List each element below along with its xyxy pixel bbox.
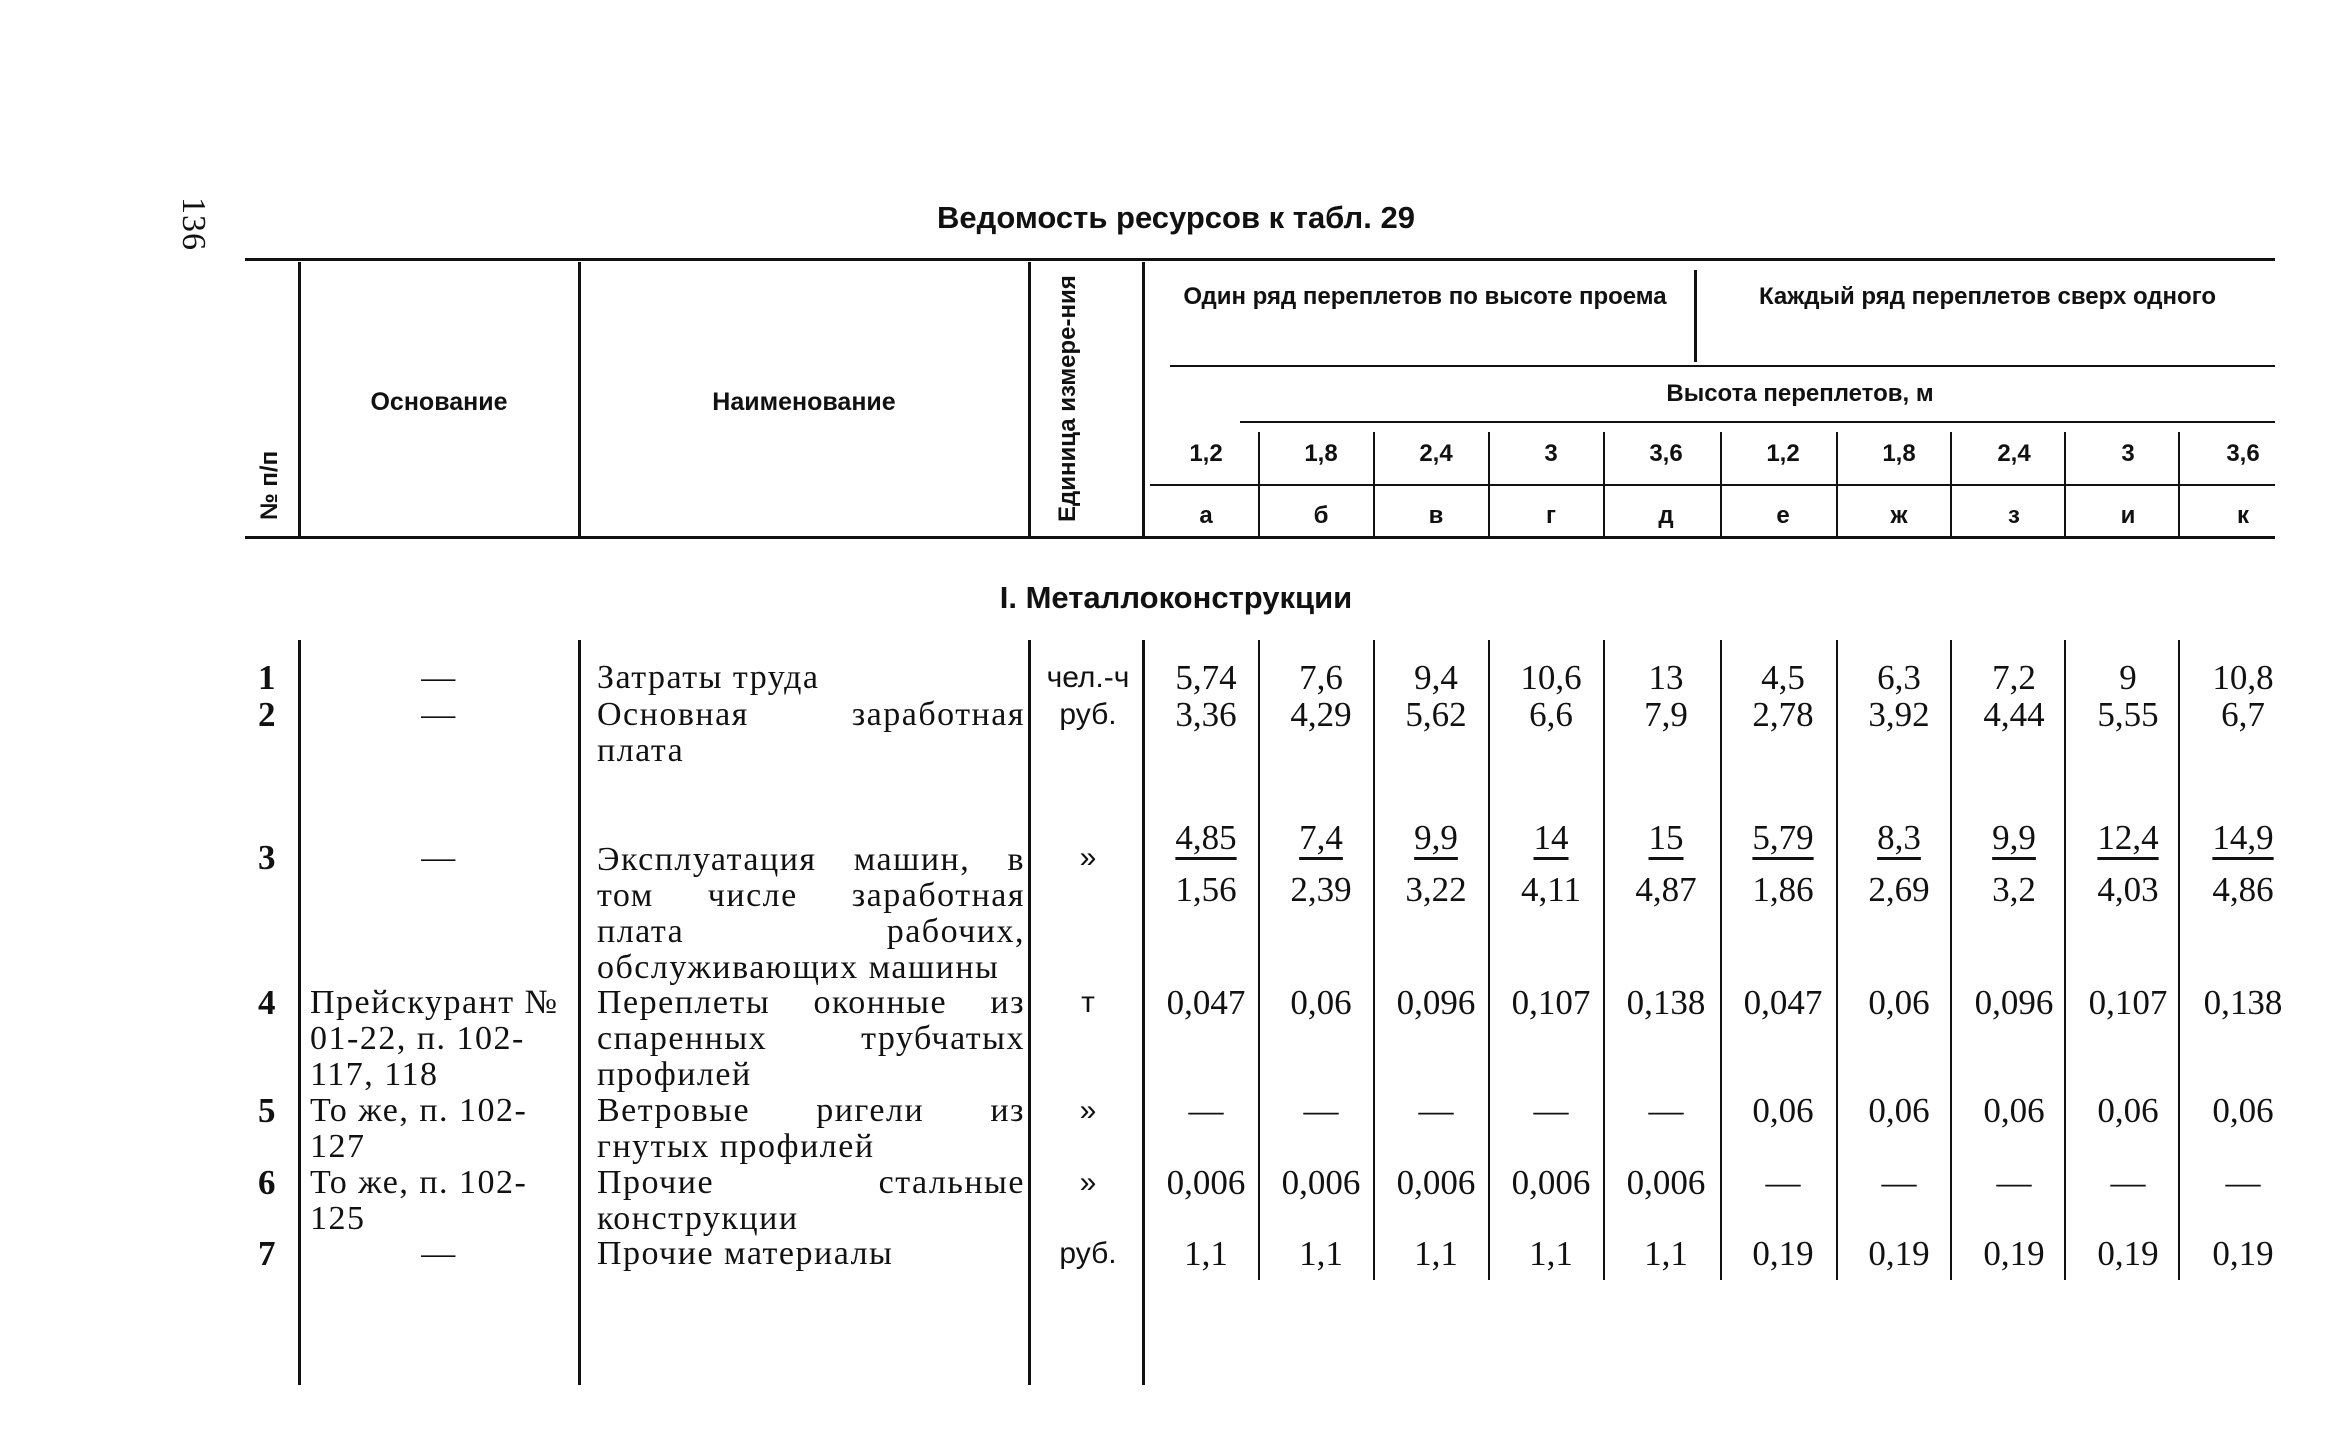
column-letter: е [1776, 502, 1790, 529]
height-label: Высота переплетов, м [1666, 380, 1934, 407]
row-value-top: 7,4 [1299, 818, 1343, 857]
row-value: 0,107 [1511, 983, 1591, 1022]
row-value: 1,1 [1299, 1234, 1343, 1273]
row-value-bottom: 2,69 [1868, 870, 1930, 909]
row-value: 0,006 [1511, 1163, 1591, 1202]
row-name: Ветровые ригели из гнутых профилей [597, 1092, 1025, 1165]
row-unit: руб. [1059, 698, 1117, 731]
row-name: Переплеты оконные из спаренных трубчатых профилей [597, 984, 1025, 1093]
row-number: 7 [258, 1234, 276, 1273]
row-basis: — [421, 659, 457, 696]
row-name: Эксплуатация машин, в том числе заработная плата рабочих, обслуживающих машины [597, 841, 1025, 986]
row-value: 7,2 [1992, 658, 2036, 697]
column-letter: з [2008, 502, 2020, 529]
row-value: 0,006 [1166, 1163, 1246, 1202]
row-value: — [1533, 1091, 1569, 1130]
row-value: 0,19 [1983, 1234, 2045, 1273]
col-unit-header: Единица измере-ния [1054, 275, 1081, 522]
row-value: 1,1 [1184, 1234, 1228, 1273]
row-value: 1,1 [1529, 1234, 1573, 1273]
row-name: Затраты труда [597, 659, 820, 696]
row-value-bottom: 3,2 [1992, 870, 2036, 909]
row-value: 9 [2119, 658, 2137, 697]
row-basis: — [421, 839, 457, 876]
row-value: — [1188, 1091, 1224, 1130]
row-unit: т [1081, 986, 1095, 1019]
table-title: Ведомость ресурсов к табл. 29 [937, 200, 1415, 235]
row-value: 1,1 [1414, 1234, 1458, 1273]
height-value: 3,6 [1649, 440, 1683, 467]
row-value-bottom: 4,03 [2097, 870, 2159, 909]
row-value: — [1996, 1163, 2032, 1202]
row-value: — [1303, 1091, 1339, 1130]
row-value: — [1881, 1163, 1917, 1202]
row-value: — [1765, 1163, 1801, 1202]
column-letter: и [2120, 502, 2136, 529]
row-value: 0,06 [1752, 1091, 1814, 1130]
row-unit: чел.-ч [1046, 661, 1130, 694]
group1-header: Один ряд переплетов по высоте проема [1183, 283, 1667, 310]
group-split-vline [1694, 270, 1697, 362]
row-value: 4,29 [1290, 695, 1352, 734]
header-top-rule [245, 258, 2275, 261]
row-value: 0,006 [1281, 1163, 1361, 1202]
row-value: 2,78 [1752, 695, 1814, 734]
height-value: 3 [2121, 440, 2135, 467]
row-value: 0,138 [1626, 983, 1706, 1022]
row-value: 5,74 [1175, 658, 1237, 697]
column-letter: а [1199, 502, 1213, 529]
page-number: 136 [175, 197, 212, 251]
row-value: 5,62 [1405, 695, 1467, 734]
row-value-top: 9,9 [1992, 818, 2036, 857]
column-letter: ж [1890, 502, 1908, 529]
row-value: 0,006 [1396, 1163, 1476, 1202]
row-value: 13 [1648, 658, 1684, 697]
height-value: 1,8 [1304, 440, 1338, 467]
column-divider [1836, 432, 1838, 536]
row-value-top: 5,79 [1752, 818, 1814, 857]
column-letter: в [1428, 502, 1444, 529]
column-letter: б [1313, 502, 1329, 529]
column-divider [1603, 432, 1605, 536]
row-value: 10,8 [2212, 658, 2274, 697]
height-value: 1,8 [1882, 440, 1916, 467]
row-value: 4,5 [1761, 658, 1805, 697]
row-value: 0,06 [1290, 983, 1352, 1022]
row-value-top: 12,4 [2097, 818, 2159, 857]
row-value: 3,36 [1175, 695, 1237, 734]
row-value-bottom: 3,22 [1405, 870, 1467, 909]
height-divider-rule [1240, 421, 2275, 423]
row-value: 0,047 [1166, 983, 1246, 1022]
row-number: 3 [258, 838, 276, 877]
header-bottom-rule [245, 536, 2275, 539]
row-value: 5,55 [2097, 695, 2159, 734]
row-value: 0,138 [2203, 983, 2283, 1022]
row-number: 1 [258, 658, 276, 697]
row-basis: То же, п. 102-127 [310, 1092, 528, 1165]
row-value-top: 15 [1648, 818, 1684, 857]
row-value: 3,92 [1868, 695, 1930, 734]
row-value-bottom: 1,56 [1175, 870, 1237, 909]
body-vline [298, 640, 301, 1385]
row-basis: Прейскурант № 01-22, п. 102-117, 118 [310, 984, 559, 1093]
row-value: — [2110, 1163, 2146, 1202]
column-letter: г [1546, 502, 1556, 529]
row-value-bottom: 4,86 [2212, 870, 2274, 909]
row-unit: руб. [1059, 1237, 1117, 1270]
height-value: 2,4 [1997, 440, 2031, 467]
col-basis-header: Основание [370, 388, 508, 416]
column-divider [2178, 432, 2180, 536]
header-vline [1142, 262, 1145, 536]
letters-divider-rule [1150, 484, 2275, 486]
row-value: 0,06 [2097, 1091, 2159, 1130]
row-value: 6,3 [1877, 658, 1921, 697]
row-basis: — [421, 1235, 457, 1272]
row-number: 4 [258, 983, 276, 1022]
row-value: 7,6 [1299, 658, 1343, 697]
row-value: 0,19 [2097, 1234, 2159, 1273]
column-divider [1373, 432, 1375, 536]
height-value: 1,2 [1766, 440, 1800, 467]
row-value: 6,7 [2221, 695, 2265, 734]
row-value: 0,06 [1983, 1091, 2045, 1130]
row-value-top: 9,9 [1414, 818, 1458, 857]
column-divider [1720, 432, 1722, 536]
row-value: 0,19 [2212, 1234, 2274, 1273]
row-basis: То же, п. 102-125 [310, 1164, 528, 1237]
column-divider [2064, 432, 2066, 536]
column-letter: к [2236, 502, 2249, 529]
column-divider [1258, 432, 1260, 536]
row-unit: » [1079, 1166, 1097, 1199]
row-unit: » [1079, 1094, 1097, 1127]
row-value: 0,006 [1626, 1163, 1706, 1202]
row-value-bottom: 1,86 [1752, 870, 1814, 909]
section-title: I. Металлоконструкции [999, 580, 1353, 615]
row-value-bottom: 4,87 [1635, 870, 1697, 909]
row-value-top: 14 [1533, 818, 1569, 857]
row-value: — [2225, 1163, 2261, 1202]
row-value: 0,06 [2212, 1091, 2274, 1130]
height-value: 2,4 [1419, 440, 1453, 467]
row-value-top: 4,85 [1175, 818, 1237, 857]
row-value: 0,096 [1396, 983, 1476, 1022]
row-name: Основная заработная плата [597, 696, 1025, 769]
group2-header: Каждый ряд переплетов сверх одного [1758, 283, 2217, 310]
header-vline [1028, 262, 1031, 536]
height-value: 1,2 [1189, 440, 1223, 467]
col-name-header: Наименование [712, 388, 896, 416]
row-value: 1,1 [1644, 1234, 1688, 1273]
row-value: 4,44 [1983, 695, 2045, 734]
row-value: 0,047 [1743, 983, 1823, 1022]
row-number: 5 [258, 1091, 276, 1130]
row-value: — [1418, 1091, 1454, 1130]
row-value-bottom: 4,11 [1521, 870, 1581, 909]
row-value: 0,107 [2088, 983, 2168, 1022]
row-number: 6 [258, 1163, 276, 1202]
row-unit: » [1079, 841, 1097, 874]
row-value: 7,9 [1644, 695, 1688, 734]
row-value-bottom: 2,39 [1290, 870, 1352, 909]
row-value: 0,096 [1974, 983, 2054, 1022]
row-value: 0,19 [1752, 1234, 1814, 1273]
group-divider-rule [1170, 365, 2275, 367]
row-value: 0,19 [1868, 1234, 1930, 1273]
row-value-top: 14,9 [2212, 818, 2274, 857]
row-basis: — [421, 696, 457, 733]
column-letter: д [1658, 502, 1674, 529]
height-value: 3,6 [2226, 440, 2260, 467]
height-value: 3 [1544, 440, 1558, 467]
row-value: — [1648, 1091, 1684, 1130]
row-name: Прочие материалы [597, 1235, 894, 1272]
row-value: 10,6 [1520, 658, 1582, 697]
col-num-header: № п/п [256, 450, 283, 520]
row-number: 2 [258, 695, 276, 734]
row-name: Прочие стальные конструкции [597, 1164, 1025, 1237]
column-divider [1950, 432, 1952, 536]
row-value: 0,06 [1868, 983, 1930, 1022]
row-value: 9,4 [1414, 658, 1458, 697]
row-value-top: 8,3 [1877, 818, 1921, 857]
row-value: 0,06 [1868, 1091, 1930, 1130]
column-divider [1488, 432, 1490, 536]
row-value: 6,6 [1529, 695, 1573, 734]
